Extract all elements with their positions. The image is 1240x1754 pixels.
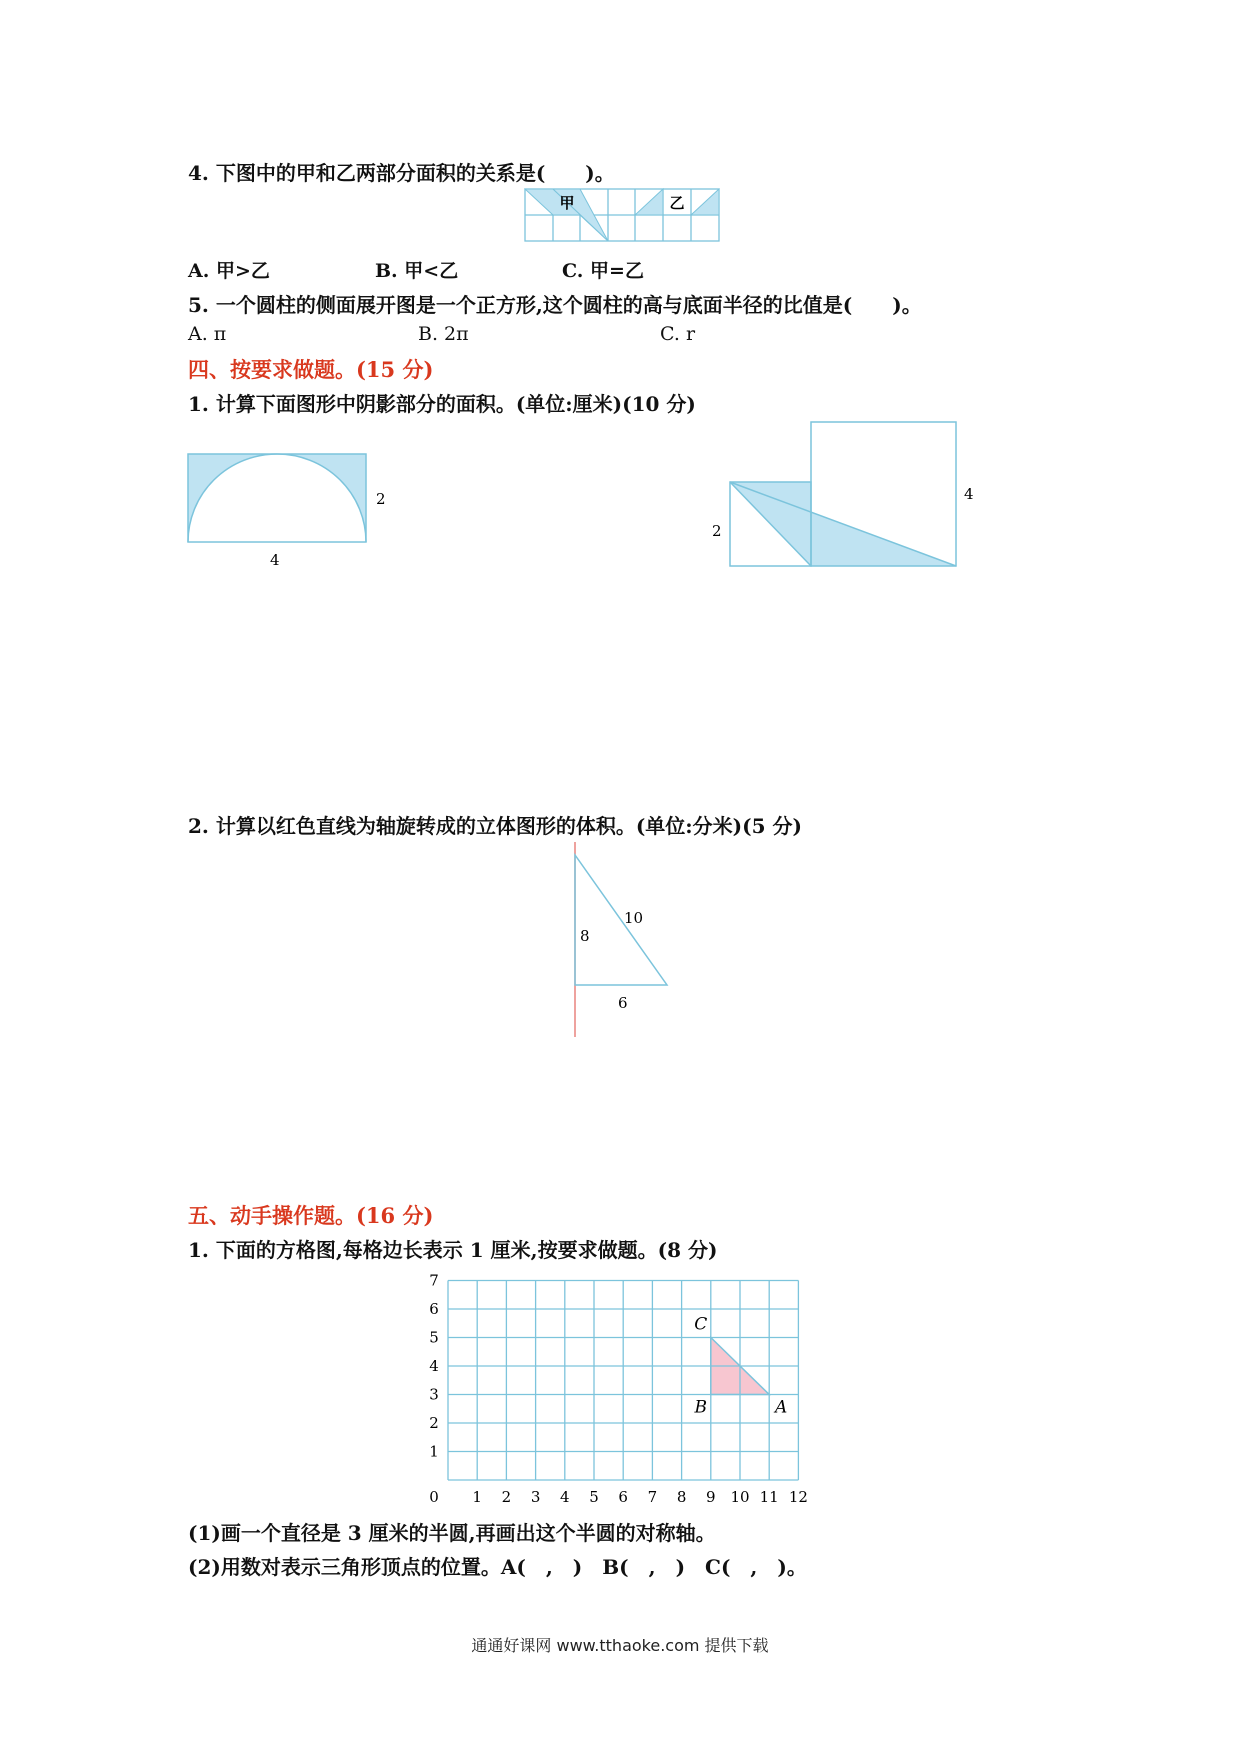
x-axis-tick-label: 1 <box>472 1488 482 1506</box>
x-axis-tick-label: 3 <box>530 1488 541 1506</box>
x-axis-tick-label: 0 <box>429 1488 439 1506</box>
x-axis-tick-label: 5 <box>589 1488 599 1506</box>
fig3-vertical-label: 8 <box>580 927 590 945</box>
x-axis-tick-label: 10 <box>730 1488 750 1506</box>
y-axis-tick-label: 2 <box>429 1414 439 1432</box>
y-axis-tick-label: 6 <box>429 1300 439 1318</box>
fig2-large-label: 4 <box>964 485 974 503</box>
q5-option-a: A. π <box>188 323 227 345</box>
footer-text: 通通好课网 www.tthaoke.com 提供下载 <box>471 1636 769 1655</box>
q4-option-c: C. 甲=乙 <box>562 260 644 282</box>
fig3-base-label: 6 <box>618 994 628 1012</box>
section-5-heading: 五、动手操作题。(16 分) <box>188 1203 434 1228</box>
q4-grid-figure <box>524 188 721 244</box>
x-axis-tick-label: 2 <box>501 1488 512 1506</box>
jia-label: 甲 <box>559 194 575 212</box>
fig3-hyp-label: 10 <box>624 909 644 927</box>
q4-text: 4. 下图中的甲和乙两部分面积的关系是( )。 <box>188 161 615 185</box>
fig1-width-label: 4 <box>270 551 280 569</box>
fig2-small-label: 2 <box>712 522 722 540</box>
yi-shaded-region <box>635 189 663 215</box>
q4-option-b: B. 甲<乙 <box>375 260 459 282</box>
sec5-sub2-text: (2)用数对表示三角形顶点的位置。A( , ) B( , ) C( , )。 <box>188 1555 807 1579</box>
y-axis-tick-label: 3 <box>429 1385 439 1404</box>
x-axis-tick-label: 12 <box>788 1488 808 1506</box>
y-axis-tick-label: 4 <box>429 1357 439 1375</box>
yi-label: 乙 <box>669 194 685 212</box>
y-axis-tick-label: 7 <box>429 1271 439 1290</box>
sec4-q1-text: 1. 计算下面图形中阴影部分的面积。(单位:厘米)(10 分) <box>188 392 696 416</box>
y-axis-tick-label: 5 <box>429 1328 439 1347</box>
fig1-height-label: 2 <box>376 490 386 508</box>
semicircle-rectangle-figure <box>180 448 400 573</box>
q5-text: 5. 一个圆柱的侧面展开图是一个正方形,这个圆柱的高与底面半径的比值是( )。 <box>188 293 922 317</box>
x-axis-tick-label: 7 <box>647 1488 658 1506</box>
sec4-q2-text: 2. 计算以红色直线为轴旋转成的立体图形的体积。(单位:分米)(5 分) <box>188 814 802 838</box>
vertex-label-c: C <box>694 1314 708 1335</box>
sec5-q1-text: 1. 下面的方格图,每格边长表示 1 厘米,按要求做题。(8 分) <box>188 1238 718 1262</box>
x-axis-tick-label: 11 <box>759 1488 779 1506</box>
right-triangle-figure <box>560 840 680 1040</box>
coordinate-grid <box>420 1268 820 1508</box>
vertex-label-b: B <box>694 1397 708 1418</box>
x-axis-tick-label: 9 <box>706 1488 716 1506</box>
y-axis-tick-label: 1 <box>429 1442 439 1461</box>
x-axis-tick-label: 8 <box>676 1488 687 1506</box>
vertex-label-a: A <box>775 1397 788 1418</box>
q4-option-a: A. 甲>乙 <box>188 260 270 282</box>
two-squares-figure <box>700 414 980 574</box>
section-4-heading: 四、按要求做题。(15 分) <box>188 357 434 382</box>
sec5-sub1-text: (1)画一个直径是 3 厘米的半圆,再画出这个半圆的对称轴。 <box>188 1521 716 1545</box>
q5-option-b: B. 2π <box>418 323 469 345</box>
x-axis-tick-label: 6 <box>618 1488 628 1506</box>
x-axis-tick-label: 4 <box>560 1488 570 1506</box>
q5-option-c: C. r <box>660 323 696 345</box>
